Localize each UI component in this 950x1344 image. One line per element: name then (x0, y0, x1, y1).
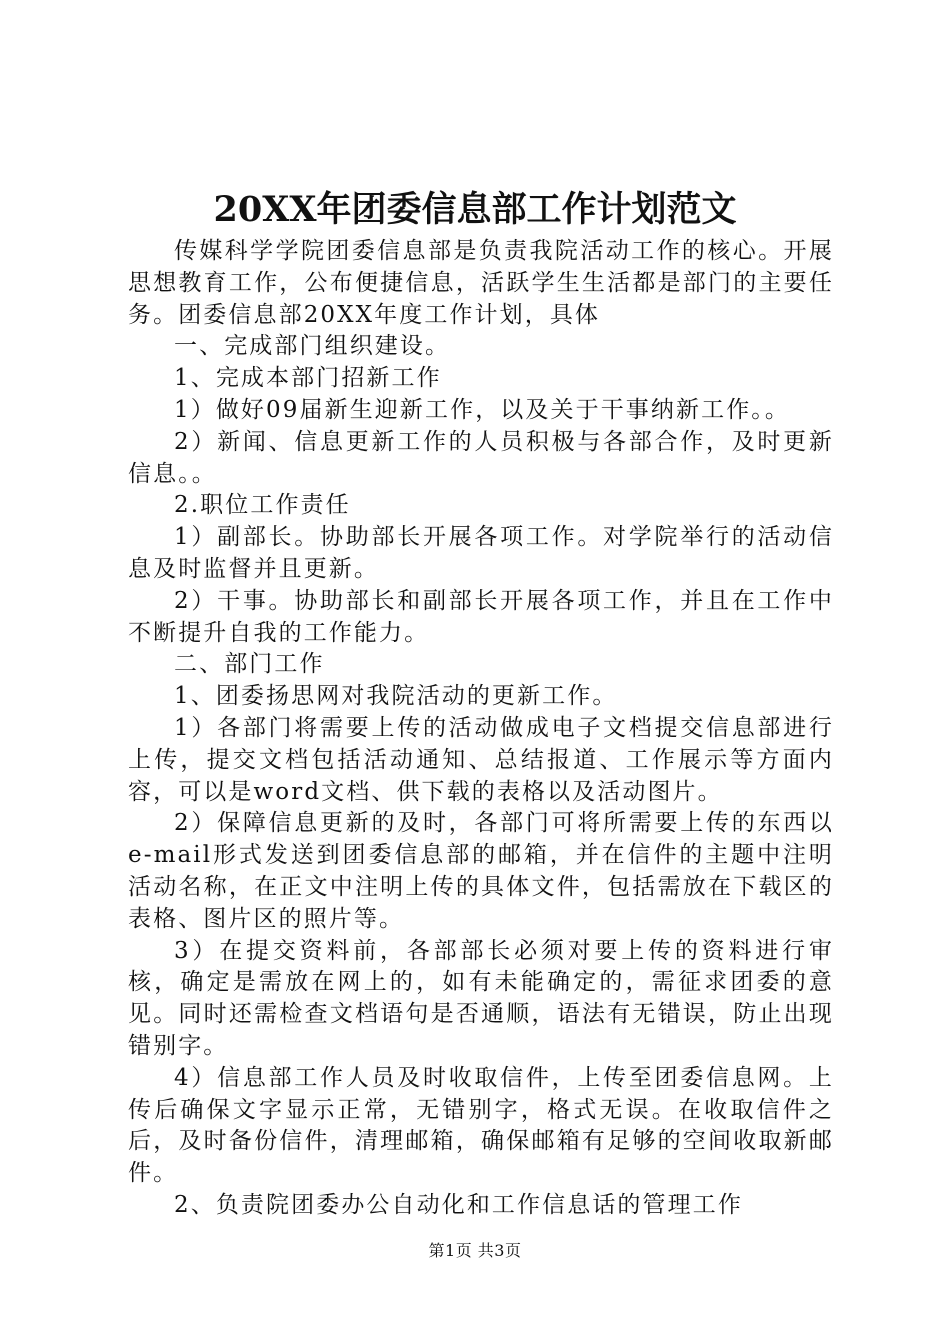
document-title: 20XX年团委信息部工作计划范文 (213, 189, 737, 230)
paragraph-intro: 传媒科学学院团委信息部是负责我院活动工作的核心。开展思想教育工作，公布便捷信息，活跃学生生活都是部门的主要任务。团委信息部20XX年度工作计划，具体 (128, 238, 834, 328)
list-item: 2）干事。协助部长和副部长开展各项工作，并且在工作中不断提升自我的工作能力。 (128, 587, 834, 646)
page-number: 第1页 共3页 (428, 1241, 522, 1260)
heading-section-2: 二、部门工作 (174, 651, 325, 678)
list-item: 2）新闻、信息更新工作的人员积极与各部合作，及时更新信息。。 (128, 428, 834, 487)
subheading-office-automation: 2、负责院团委办公自动化和工作信息话的管理工作 (174, 1191, 743, 1218)
subheading-recruitment: 1、完成本部门招新工作 (174, 365, 442, 392)
list-item: 3）在提交资料前，各部部长必须对要上传的资料进行审核，确定是需放在网上的，如有未能确定的，需征求团委的意见。同时还需检查文档语句是否通顺，语法有无错误，防止出现错别字。 (128, 937, 834, 1059)
document-body (128, 236, 834, 1222)
list-item: 1）各部门将需要上传的活动做成电子文档提交信息部进行上传，提交文档包括活动通知、总结报道、工作展示等方面内容，可以是word文档、供下载的表格以及活动图片。 (128, 714, 834, 805)
subheading-responsibilities: 2.职位工作责任 (174, 492, 351, 519)
list-item: 1）做好09届新生迎新工作，以及关于干事纳新工作。。 (174, 396, 790, 423)
subheading-website-update: 1、团委扬思网对我院活动的更新工作。 (174, 683, 618, 710)
list-item: 2）保障信息更新的及时，各部门可将所需要上传的东西以e-mail形式发送到团委信息部的邮箱，并在信件的主题中注明活动名称，在正文中注明上传的具体文件，包括需放在下载区的表格、图片区的照片等。 (128, 810, 834, 932)
heading-section-1: 一、完成部门组织建设。 (174, 333, 451, 360)
list-item: 4）信息部工作人员及时收取信件，上传至团委信息网。上传后确保文字显示正常，无错别字，格式无误。在收取信件之后，及时备份信件，清理邮箱，确保邮箱有足够的空间收取新邮件。 (128, 1064, 834, 1187)
list-item: 1）副部长。协助部长开展各项工作。对学院举行的活动信息及时监督并且更新。 (128, 524, 834, 582)
